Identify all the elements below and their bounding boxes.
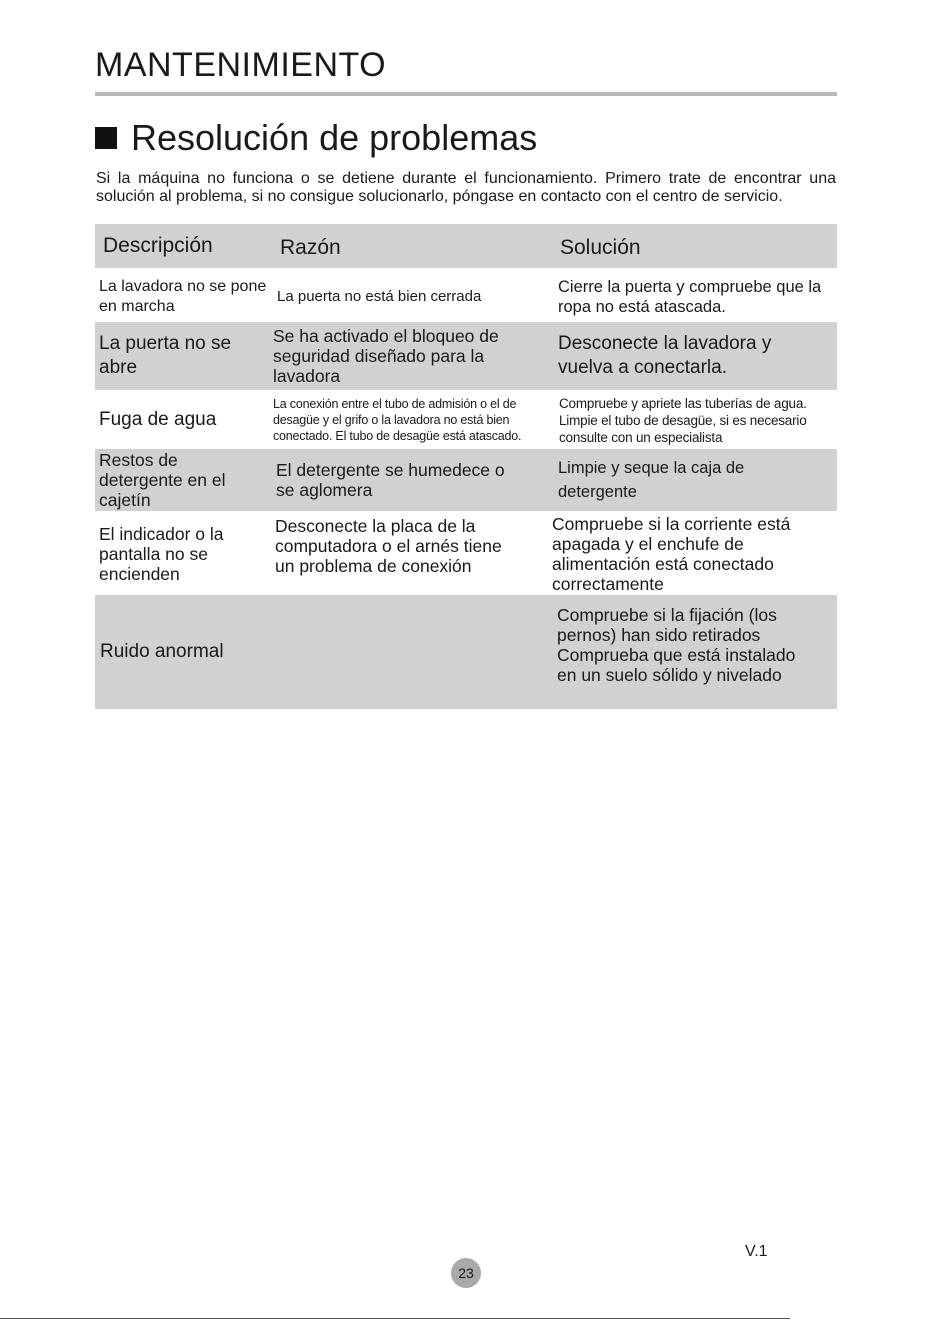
header-reason-label: Razón [280,236,341,259]
table-header-row [95,224,837,268]
row-solution-text: Compruebe si la fijación (los pernos) han sido retirados Comprueba que está instalado en un suelo sólido y nivelado [557,605,796,685]
row-solution-text: Desconecte la lavadora y vuelva a conectarla. [558,333,772,378]
row-solution-text: Limpie y seque la caja de detergente [558,459,745,501]
row-solution [555,392,813,448]
row-description [99,392,271,448]
row-reason-text: Se ha activado el bloqueo de seguridad diseñado para la lavadora [273,326,499,386]
header-divider [95,92,837,96]
row-description-text: La puerta no se abre [99,333,232,378]
row-reason [273,514,521,594]
header-reason [273,224,553,268]
header-solution-label: Solución [560,236,641,259]
row-solution [555,595,815,709]
row-description-text: Restos de detergente en el cajetín [99,450,226,510]
row-solution [555,322,805,390]
row-reason [273,273,553,321]
header-solution [555,224,837,268]
row-description [100,595,272,709]
table-row [95,322,837,390]
table-row [95,595,837,709]
section-heading [95,117,538,158]
bullet-square-icon [95,127,117,149]
row-solution-text: Cierre la puerta y compruebe que la ropa no está atascada. [558,278,822,316]
row-reason-text: La conexión entre el tubo de admisión o el de desagüe y el grifo o la lavadora no está bien conectado. El tubo de desagüe está atascado. [273,397,522,443]
intro-paragraph: Si la máquina no funciona o se detiene durante el funcionamiento. Primero trate de encontrar una solución al problema, si no consigue solucionarlo, póngase en contacto con el centro de servicio. [96,170,836,205]
row-description [99,514,261,594]
row-solution [555,273,837,321]
table-row [95,273,837,321]
section-title: Resolución de problemas [131,117,538,158]
version-label: V.1 [745,1243,768,1260]
row-description [99,322,239,390]
header-description-label: Descripción [103,234,213,257]
row-solution [552,514,812,594]
row-description [99,449,249,511]
row-description-text: La lavadora no se pone en marcha [99,278,267,315]
row-reason-text: La puerta no está bien cerrada [277,288,482,305]
header-description [99,224,271,268]
page-number: 23 [458,1265,474,1281]
row-solution-text: Compruebe y apriete las tuberías de agua. Limpie el tubo de desagüe, si es necesario consulte con un especialista [559,395,807,445]
row-reason-text: Desconecte la placa de la computadora o el arnés tiene un problema de conexión [275,516,502,576]
row-reason [273,449,523,511]
footer-divider [0,1318,790,1319]
table-row [95,392,837,448]
page-title: MANTENIMIENTO [95,46,387,84]
row-description-text: Fuga de agua [99,409,217,430]
row-reason [273,392,543,448]
table-row [95,514,837,594]
row-reason [273,322,553,390]
row-description [99,273,267,321]
row-reason [273,595,553,709]
row-description-text: El indicador o la pantalla no se encienden [99,524,224,584]
row-solution [555,449,795,511]
page-number-badge [451,1258,481,1288]
row-description-text: Ruido anormal [100,641,224,662]
table-row [95,449,837,511]
row-reason-text: El detergente se humedece o se aglomera [276,460,505,500]
row-solution-text: Compruebe si la corriente está apagada y el enchufe de alimentación está conectado correctamente [552,514,791,594]
